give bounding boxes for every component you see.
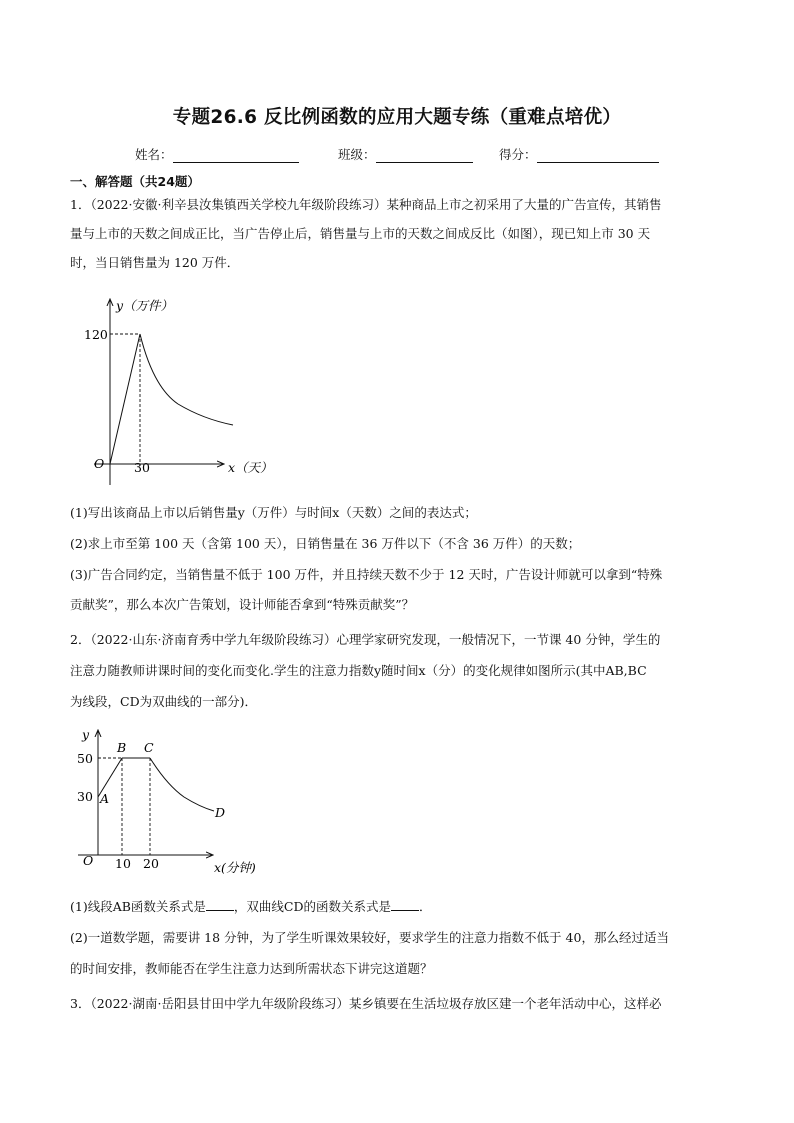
- q2-answer-blank-ab[interactable]: [206, 898, 234, 911]
- q2-part1-a: (1)线段AB函数关系式是: [70, 899, 206, 914]
- q2-part1-c: ．: [419, 899, 432, 914]
- class-label: 班级：: [338, 147, 376, 162]
- q1-part1: (1)写出该商品上市以后销售量y（万件）与时间x（天数）之间的表达式；: [70, 505, 477, 520]
- score-label: 得分：: [499, 147, 537, 162]
- q2-x-axis-label: x(分钟): [214, 860, 256, 875]
- q2-point-c: C: [144, 740, 154, 755]
- q1-stem-line1: 1．（2022·安徽·利辛县汝集镇西关学校九年级阶段练习）某种商品上市之初采用了大量的广告宣传，其销售: [70, 197, 662, 212]
- q1-x-axis-label: x（天）: [228, 460, 273, 475]
- q2-origin-label: O: [83, 853, 94, 868]
- q2-part2-line2: 的时间安排，教师能否在学生注意力达到所需状态下讲完这道题？: [70, 961, 433, 976]
- class-field: [338, 145, 473, 163]
- q2-stem-line2: 注意力随教师讲课时间的变化而变化.学生的注意力指数y随时间x（分）的变化规律如图所示(其中AB,BC: [70, 663, 647, 678]
- q2-y-axis-label: y: [82, 727, 90, 742]
- q1-y-tick-120: 120: [84, 327, 108, 342]
- q1-part3-line2: 贡献奖”，那么本次广告策划，设计师能否拿到“特殊贡献奖”？: [70, 597, 415, 612]
- q1-stem-line3: 时，当日销售量为 120 万件．: [70, 255, 240, 270]
- name-blank[interactable]: [173, 148, 299, 163]
- q2-graph: [72, 725, 272, 880]
- q2-stem-line3: 为线段，CD为双曲线的一部分)．: [70, 694, 257, 709]
- q2-curve-cd: [150, 758, 214, 811]
- q2-point-b: B: [117, 740, 127, 755]
- q2-part1-b: ，双曲线CD的函数关系式是: [233, 899, 392, 914]
- q2-point-a: A: [100, 791, 110, 806]
- q2-y-tick-50: 50: [77, 751, 93, 766]
- q2-x-tick-20: 20: [143, 856, 159, 871]
- q2-part1: [70, 892, 725, 921]
- q1-rising-line: [110, 334, 140, 464]
- q1-hyperbola: [140, 334, 233, 425]
- q2-x-tick-10: 10: [115, 856, 131, 871]
- q2-part2-line1: (2)一道数学题，需要讲 18 分钟，为了学生听课效果较好，要求学生的注意力指数不低于 40，那么经过适当: [70, 930, 669, 945]
- q3-stem-line1: 3．（2022·湖南·岳阳县甘田中学九年级阶段练习）某乡镇要在生活垃圾存放区建一个老年活动中心，这样必: [70, 996, 662, 1011]
- score-field: [499, 145, 659, 163]
- q1-y-axis-label: y（万件）: [116, 298, 174, 313]
- name-label: 姓名：: [135, 147, 173, 162]
- q1-graph: [78, 292, 278, 490]
- section-title: 一、解答题（共24题）: [70, 174, 200, 189]
- q1-origin-label: O: [94, 456, 105, 471]
- q2-stem-line1: 2．（2022·山东·济南育秀中学九年级阶段练习）心理学家研究发现，一般情况下，一节课 40 分钟，学生的: [70, 632, 661, 647]
- q1-part3-line1: (3)广告合同约定，当销售量不低于 100 万件，并且持续天数不少于 12 天时，广告设计师就可以拿到“特殊: [70, 567, 663, 582]
- score-blank[interactable]: [537, 148, 659, 163]
- q1-part2: (2)求上市至第 100 天（含第 100 天），日销售量在 36 万件以下（不含 36 万件）的天数；: [70, 536, 581, 551]
- q1-stem-line2: 量与上市的天数之间成正比，当广告停止后，销售量与上市的天数之间成反比（如图），现已知上市 30 天: [70, 226, 651, 241]
- q2-point-d: D: [215, 805, 226, 820]
- name-field: [135, 145, 299, 163]
- q2-y-tick-30: 30: [77, 789, 93, 804]
- q1-x-tick-30: 30: [134, 460, 150, 475]
- page-title: 专题26.6 反比例函数的应用大题专练（重难点培优）: [172, 107, 622, 128]
- class-blank[interactable]: [376, 148, 473, 163]
- q2-answer-blank-cd[interactable]: [391, 898, 419, 911]
